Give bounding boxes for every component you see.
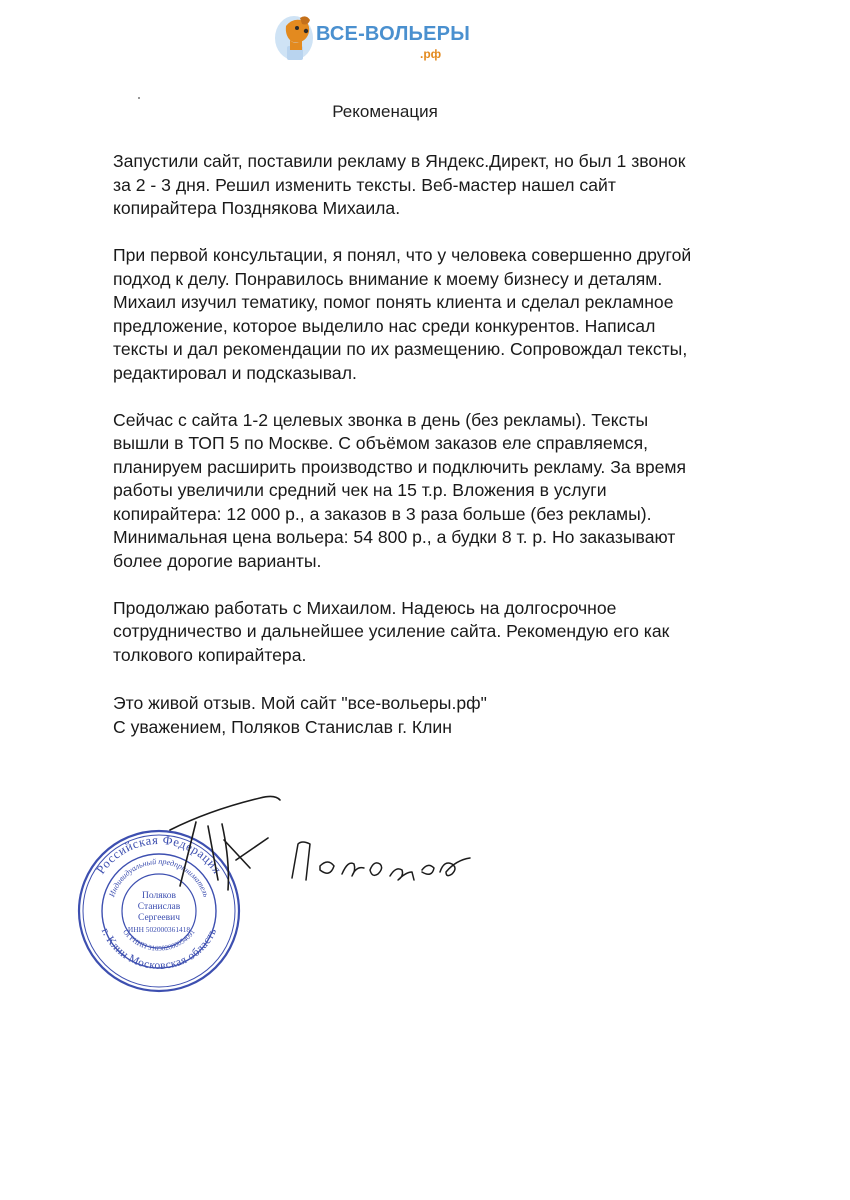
dog-mascot-icon [272, 10, 320, 62]
text-line: копирайтера Позднякова Михаила. [113, 198, 401, 218]
text-line: Запустили сайт, поставили рекламу в Яндекс.Директ, но был 1 звонок [113, 151, 686, 171]
text-line: за 2 - 3 дня. Решил изменить тексты. Веб-мастер нашел сайт [113, 174, 616, 195]
closing-site-line: Это живой отзыв. Мой сайт "все-вольеры.рф" [113, 693, 487, 713]
text-line: Сейчас с сайта 1-2 целевых звонка в день (без рекламы). Тексты [113, 409, 649, 430]
text-line: работы увеличили средний чек на 15 т.р. Вложения в услуги [113, 480, 607, 500]
stamp-center-patronymic: Сергеевич [138, 913, 180, 923]
text-line: планируем расширить производство и подключить рекламу. За время [113, 456, 687, 477]
text-line: Минимальная цена вольера: 54 800 р., а будки 8 т. р. Но заказывают [113, 527, 676, 547]
stamp-center-name: Станислав [137, 902, 181, 912]
brand-name: ВСЕ-ВОЛЬЕРЫ [316, 23, 470, 45]
document-body [113, 150, 793, 691]
document-title: Рекоменация [332, 102, 438, 121]
paragraph-1 [113, 150, 793, 221]
paragraph-3 [113, 409, 793, 574]
stamp-outer-top: Российская Федерация [93, 832, 225, 877]
closing-block [113, 691, 487, 739]
handwritten-signature [280, 830, 480, 900]
stamp-center-inn: ИНН 502000361418 [127, 925, 191, 934]
stamp-inner-bottom: ОГРНИП 316502000054091 [121, 928, 197, 953]
signature-stroke-icon [150, 790, 290, 900]
text-line: Михаил изучил тематику, помог понять клиента и сделал рекламное [113, 292, 674, 312]
stamp-inner-top: Индивидуальный предприниматель [107, 856, 211, 899]
paragraph-2 [113, 244, 793, 385]
text-line: вышли в ТОП 5 по Москве. С объёмом заказов еле справляемся, [113, 433, 649, 453]
text-line: сотрудничество и дальнейшее усиление сайта. Рекомендую его как [113, 621, 670, 641]
text-line: предложение, которое выделило нас среди конкурентов. Написал [113, 315, 656, 336]
text-line: Продолжаю работать с Михаилом. Надеюсь на долгосрочное [113, 597, 617, 618]
text-line: тексты и дал рекомендации по их размещению. Сопровождал тексты, [113, 339, 688, 359]
scan-speck [138, 97, 140, 99]
text-line: При первой консультации, я понял, что у человека совершенно другой [113, 245, 692, 265]
text-line: более дорогие варианты. [113, 550, 322, 571]
stamp-center-surname: Поляков [142, 891, 176, 901]
text-line: редактировал и подсказывал. [113, 362, 357, 383]
text-line: подход к делу. Понравилось внимание к моему бизнесу и деталям. [113, 268, 663, 289]
brand-domain: .рф [420, 47, 442, 61]
paragraph-4 [113, 597, 793, 668]
stamp-outer-bottom: г. Клин Московская область [98, 926, 220, 972]
brand-logo [272, 10, 472, 62]
closing-regards-line: С уважением, Поляков Станислав г. Клин [113, 717, 452, 737]
text-line: копирайтера: 12 000 р., а заказов в 3 раза больше (без рекламы). [113, 503, 652, 524]
text-line: толкового копирайтера. [113, 644, 307, 665]
